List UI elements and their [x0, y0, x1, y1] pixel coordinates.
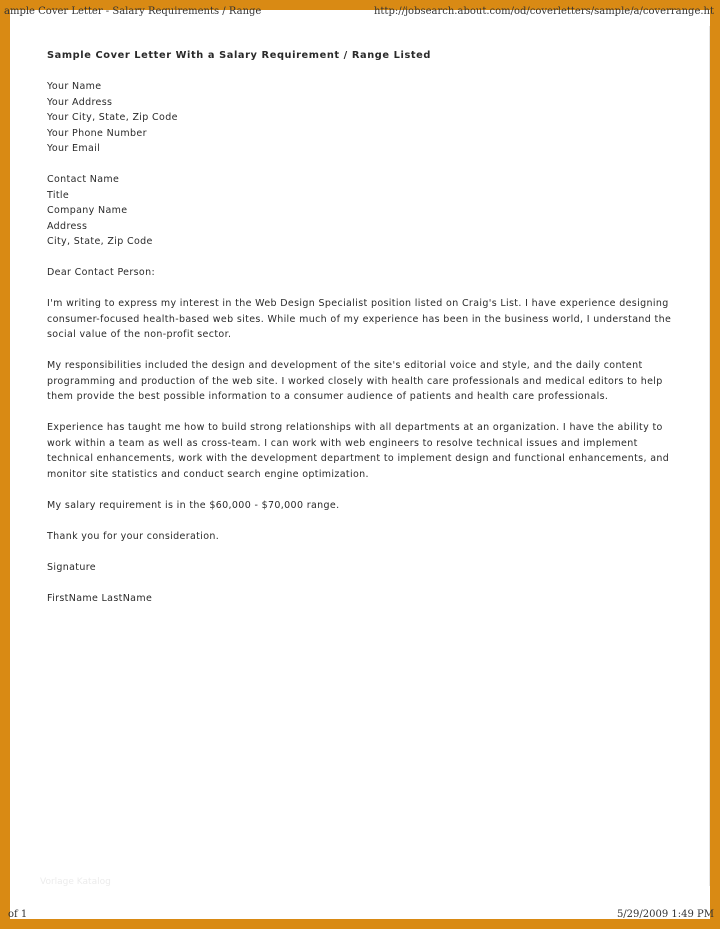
header-url: http://jobsearch.about.com/od/coverletters/sample/a/coverrange.ht	[373, 6, 714, 17]
scan-edge	[709, 26, 710, 886]
body-paragraph: Experience has taught me how to build strong relationships with all departments at an organization. I have the ability to work within a team as well as cross-team. I can work with web engineers to resolve technical issues and implement technical enhancements, work with the development department to implement design and functional enhancements, and monitor site statistics and conduct search engine optimization.	[47, 422, 670, 480]
recipient-contact-name: Contact Name	[47, 174, 120, 185]
signature-label: Signature	[47, 561, 96, 573]
header-page-title: ample Cover Letter - Salary Requirements / Range	[4, 6, 262, 17]
sender-city-line: Your City, State, Zip Code	[47, 112, 178, 123]
printed-name: FirstName LastName	[47, 592, 153, 604]
letter-body	[47, 49, 677, 622]
footer-timestamp: 5/29/2009 1:49 PM	[616, 909, 714, 920]
recipient-title: Title	[47, 189, 70, 201]
closing-line: Thank you for your consideration.	[47, 530, 220, 542]
salutation: Dear Contact Person:	[47, 267, 156, 278]
salary-requirement: My salary requirement is in the $60,000 - $70,000 range.	[47, 499, 340, 511]
sender-email: Your Email	[47, 143, 101, 154]
sender-address	[47, 79, 677, 157]
sender-address-line: Your Address	[47, 96, 113, 108]
body-paragraph: I'm writing to express my interest in the Web Design Specialist position listed on Craig's List. I have experience designing consumer-focused health-based web sites. While much of my experience has been in the business world, I understand the social value of the non-profit sector.	[47, 298, 672, 340]
watermark: Vorlage Katalog	[40, 877, 111, 887]
sender-name: Your Name	[47, 81, 102, 92]
recipient-address-line: Address	[47, 220, 88, 232]
sender-phone: Your Phone Number	[47, 127, 147, 139]
document-page	[4, 6, 714, 920]
letter-title: Sample Cover Letter With a Salary Requirement / Range Listed	[47, 50, 432, 61]
print-footer	[8, 909, 714, 923]
footer-page-count: of 1	[8, 909, 28, 920]
recipient-city-line: City, State, Zip Code	[47, 236, 153, 247]
body-paragraph: My responsibilities included the design and development of the site's editorial voice and style, and the daily content programming and production of the web site. I worked closely with health care professionals and medical editors to help them provide the best possible information to a consumer audience of patients and health care professionals.	[47, 360, 663, 402]
recipient-address	[47, 172, 677, 250]
print-header	[4, 6, 714, 20]
recipient-company: Company Name	[47, 205, 128, 216]
